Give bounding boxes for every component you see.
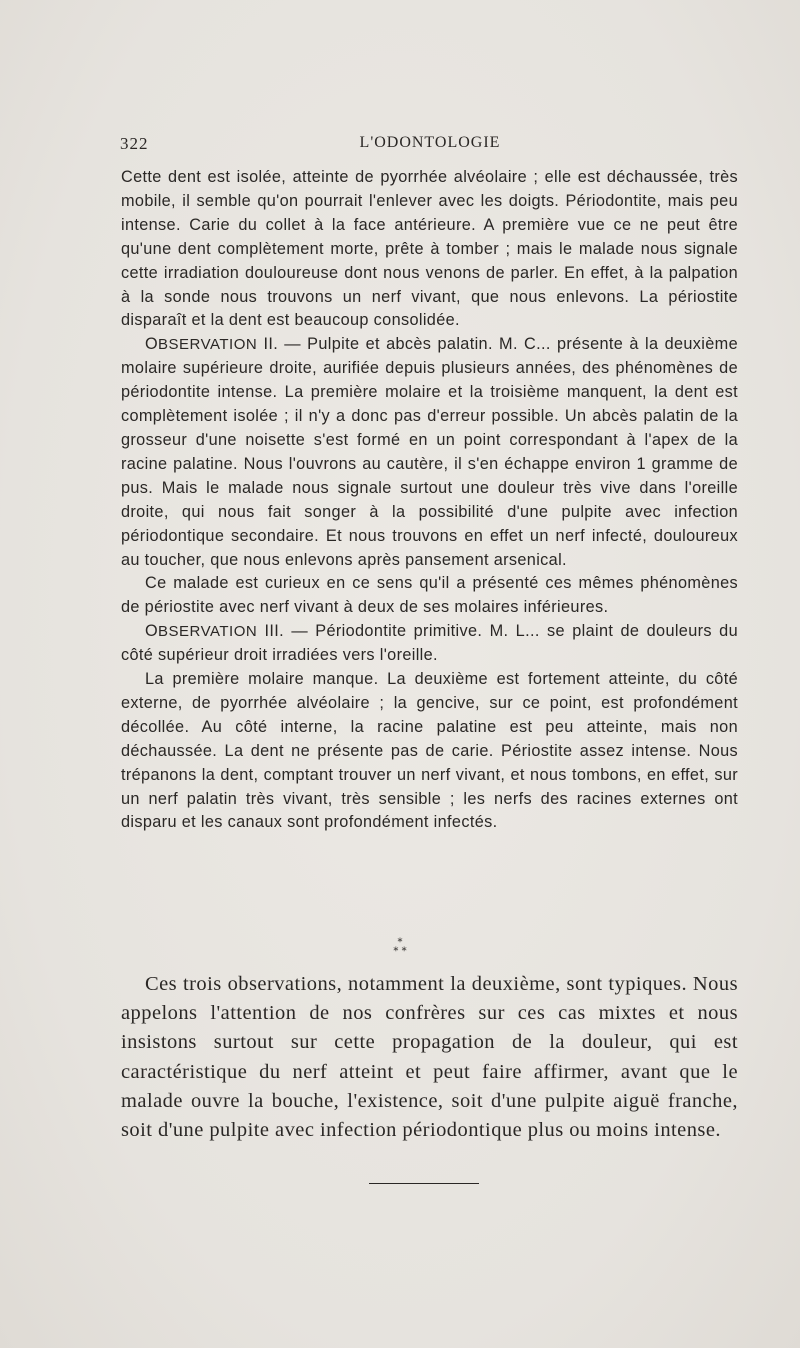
observation-3-initial: O	[145, 622, 159, 641]
running-title: L'ODONTOLOGIE	[359, 134, 501, 151]
observation-2-text: II. — Pulpite et abcès palatin. M. C... présente à la deuxième molaire supérieure droite, aurifiée depuis plusieurs années, des phénomènes de périodontite intense. La première molaire et la troisième manquent, la dent est complètement isolée ; il n'y a donc pas d'erreur possible. Un abcès palatin de la grosseur d'une noisette s'est formé en un point correspondant à l'apex de la racine palatine. Nous l'ouvrons au cautère, il s'en échappe environ 1 gramme de pus. Mais le malade nous signale surtout une douleur très vive dans l'oreille droite, qui nous fait songer à la possibilité d'une pulpite avec infection périodontique secondaire. Et nous trouvons en effet un nerf infecté, douloureux au toucher, que nous enlevons après pansement arsenical.	[121, 335, 738, 569]
observations-text	[121, 166, 738, 835]
paragraph-continuation: Cette dent est isolée, atteinte de pyorrhée alvéolaire ; elle est déchaussée, très mobile, il semble qu'on pourrait l'enlever avec les doigts. Périodontite, mais peu intense. Carie du collet à la face antérieure. A première vue ce ne peut être qu'une dent complètement morte, prête à tomber ; mais le malade nous signale cette irradiation douloureuse dont nous venons de parler. En effet, à la palpation à la sonde nous trouvons un nerf vivant, que nous enlevons. La périostite disparaît et la dent est beaucoup consolidée.	[121, 168, 738, 330]
paragraph-curious-patient: Ce malade est curieux en ce sens qu'il a présenté ces mêmes phénomènes de périostite avec nerf vivant à deux de ses molaires inférieures.	[121, 574, 738, 617]
paragraph-first-molar: La première molaire manque. La deuxième est fortement atteinte, du côté externe, de pyorrhée alvéolaire ; la gencive, sur ce point, est profondément décollée. Au côté interne, la racine palatine est peu atteinte, mais non déchaussée. La dent ne présente pas de carie. Périostite assez intense. Nous trépanons la dent, comptant trouver un nerf vivant, et nous tombons, en effet, sur un nerf palatin très vivant, très sensible ; les nerfs des racines externes ont disparu et les canaux sont profondément infectés.	[121, 670, 738, 832]
paragraph-observation-2	[121, 333, 738, 572]
asterism-bottom: * *	[393, 946, 407, 957]
asterism-top: *	[397, 937, 403, 948]
conclusion-text	[121, 970, 738, 1145]
observation-3-text: III. — Périodontite primitive. M. L... se plaint de douleurs du côté supérieur droit irradiées vers l'oreille.	[121, 622, 738, 665]
page-number: 322	[120, 134, 149, 153]
paragraph-conclusion: Ces trois observations, notamment la deuxième, sont typiques. Nous appelons l'attention de nos confrères sur ces cas mixtes et nous insistons surtout sur cette propagation de la douleur, qui est caractéristique du nerf atteint et peut faire affirmer, avant que le malade ouvre la bouche, l'existence, soit d'une pulpite aiguë franche, soit d'une pulpite avec infection périodontique plus ou moins intense.	[121, 973, 738, 1142]
section-asterism	[370, 938, 430, 956]
page-header	[120, 134, 740, 158]
observation-2-smallcaps: BSERVATION	[158, 336, 258, 354]
closing-rule	[369, 1183, 479, 1184]
observation-2-initial: O	[145, 335, 159, 354]
paragraph-observation-3	[121, 620, 738, 668]
observation-3-smallcaps: BSERVATION	[158, 623, 258, 641]
